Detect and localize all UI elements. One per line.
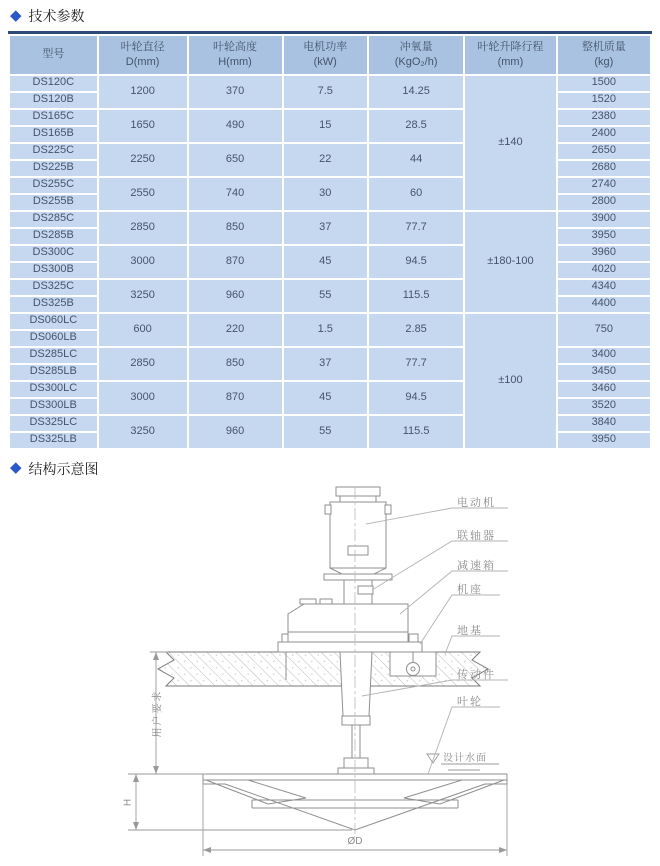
column-header-line1: 叶轮升降行程 xyxy=(477,41,544,53)
height-cell: 370 xyxy=(189,76,282,108)
model-cell: DS300LB xyxy=(10,399,97,414)
weight-cell: 4400 xyxy=(558,297,650,312)
model-cell: DS285C xyxy=(10,212,97,227)
dim-d-label: ØD xyxy=(335,836,375,847)
weight-cell: 3960 xyxy=(558,246,650,261)
weight-cell: 2400 xyxy=(558,127,650,142)
model-cell: DS120B xyxy=(10,93,97,108)
column-header-line1: 叶轮高度 xyxy=(213,41,258,53)
label-gearbox: 减速箱 xyxy=(457,559,496,572)
model-cell: DS225C xyxy=(10,144,97,159)
model-cell: DS165B xyxy=(10,127,97,142)
oxygen-cell: 94.5 xyxy=(369,382,463,414)
power-cell: 1.5 xyxy=(284,314,368,346)
lift-range-cell: ±180-100 xyxy=(465,212,555,312)
weight-cell: 3950 xyxy=(558,229,650,244)
model-cell: DS325B xyxy=(10,297,97,312)
height-cell: 850 xyxy=(189,348,282,380)
column-header-line1: 冲氧量 xyxy=(399,41,433,53)
column-header-line1: 叶轮直径 xyxy=(120,41,165,53)
power-cell: 55 xyxy=(284,416,368,448)
params-title-text: 技术参数 xyxy=(28,8,85,24)
height-cell: 960 xyxy=(189,280,282,312)
power-cell: 37 xyxy=(284,212,368,244)
column-header-line2: (mm) xyxy=(497,55,524,68)
height-cell: 870 xyxy=(189,382,282,414)
foundation-slab xyxy=(158,652,488,686)
oxygen-cell: 115.5 xyxy=(369,416,463,448)
power-cell: 45 xyxy=(284,246,368,278)
diameter-cell: 600 xyxy=(99,314,187,346)
dim-h-label: H xyxy=(122,796,134,806)
height-cell: 960 xyxy=(189,416,282,448)
weight-cell: 3460 xyxy=(558,382,650,397)
table-row xyxy=(10,314,650,329)
column-header-line1: 电机功率 xyxy=(303,41,348,53)
column-header xyxy=(99,36,187,74)
diameter-cell: 3250 xyxy=(99,416,187,448)
model-cell: DS120C xyxy=(10,76,97,91)
lift-range-cell: ±140 xyxy=(465,76,555,210)
power-cell: 55 xyxy=(284,280,368,312)
column-header-line1: 型号 xyxy=(42,48,65,61)
oxygen-cell: 44 xyxy=(369,144,463,176)
model-cell: DS060LB xyxy=(10,331,97,346)
model-cell: DS255C xyxy=(10,178,97,193)
weight-cell: 4020 xyxy=(558,263,650,278)
column-header-line2: (KgO₂/h) xyxy=(394,55,438,68)
diameter-cell: 2850 xyxy=(99,348,187,380)
model-cell: DS300C xyxy=(10,246,97,261)
weight-cell: 3520 xyxy=(558,399,650,414)
diameter-cell: 2850 xyxy=(99,212,187,244)
column-header xyxy=(189,36,282,74)
diamond-icon: ◆ xyxy=(10,459,22,477)
model-cell: DS325C xyxy=(10,280,97,295)
label-foundation: 地基 xyxy=(457,624,483,637)
oxygen-cell: 115.5 xyxy=(369,280,463,312)
diameter-cell: 3000 xyxy=(99,382,187,414)
label-impeller: 叶轮 xyxy=(457,695,483,708)
weight-cell: 1520 xyxy=(558,93,650,108)
structure-title-text: 结构示意图 xyxy=(28,460,99,477)
column-header xyxy=(558,36,650,74)
height-cell: 220 xyxy=(189,314,282,346)
dim-user-requirement: 用户要求 xyxy=(152,689,164,738)
power-cell: 30 xyxy=(284,178,368,210)
weight-cell: 2740 xyxy=(558,178,650,193)
column-header-line2: (kW) xyxy=(313,55,337,68)
height-cell: 650 xyxy=(189,144,282,176)
oxygen-cell: 94.5 xyxy=(369,246,463,278)
oxygen-cell: 2.85 xyxy=(369,314,463,346)
power-cell: 7.5 xyxy=(284,76,368,108)
params-table-body xyxy=(10,76,650,448)
height-cell: 870 xyxy=(189,246,282,278)
diameter-cell: 2250 xyxy=(99,144,187,176)
model-cell: DS285B xyxy=(10,229,97,244)
weight-cell: 1500 xyxy=(558,76,650,91)
power-cell: 15 xyxy=(284,110,368,142)
diameter-cell: 2550 xyxy=(99,178,187,210)
height-cell: 490 xyxy=(189,110,282,142)
params-table-header xyxy=(10,36,650,74)
diameter-cell: 1650 xyxy=(99,110,187,142)
weight-cell: 750 xyxy=(558,314,650,346)
diamond-icon: ◆ xyxy=(10,6,22,24)
column-header xyxy=(10,36,97,74)
power-cell: 37 xyxy=(284,348,368,380)
params-section-title xyxy=(10,6,660,26)
model-cell: DS285LB xyxy=(10,365,97,380)
model-cell: DS285LC xyxy=(10,348,97,363)
column-header-line2: D(mm) xyxy=(125,55,160,68)
column-header xyxy=(465,36,555,74)
table-row xyxy=(10,212,650,227)
oxygen-cell: 77.7 xyxy=(369,348,463,380)
power-cell: 45 xyxy=(284,382,368,414)
diameter-cell: 1200 xyxy=(99,76,187,108)
weight-cell: 2650 xyxy=(558,144,650,159)
model-cell: DS060LC xyxy=(10,314,97,329)
weight-cell: 3900 xyxy=(558,212,650,227)
label-transmission: 传动件 xyxy=(457,668,496,681)
table-row xyxy=(10,76,650,91)
oxygen-cell: 77.7 xyxy=(369,212,463,244)
model-cell: DS225B xyxy=(10,161,97,176)
coupling xyxy=(324,574,392,604)
model-cell: DS300LC xyxy=(10,382,97,397)
label-base: 机座 xyxy=(457,583,483,596)
label-design-water-level: 设计水面 xyxy=(443,752,487,764)
lift-range-cell: ±100 xyxy=(465,314,555,448)
height-cell: 850 xyxy=(189,212,282,244)
oxygen-cell: 60 xyxy=(369,178,463,210)
weight-cell: 2680 xyxy=(558,161,650,176)
height-cell: 740 xyxy=(189,178,282,210)
diameter-cell: 3250 xyxy=(99,280,187,312)
model-cell: DS300B xyxy=(10,263,97,278)
transmission-part xyxy=(340,652,372,758)
column-header-line2: (kg) xyxy=(594,55,614,68)
diameter-cell: 3000 xyxy=(99,246,187,278)
column-header xyxy=(369,36,463,74)
params-table-wrapper xyxy=(8,31,652,450)
label-coupling: 联轴器 xyxy=(457,529,496,542)
model-cell: DS255B xyxy=(10,195,97,210)
oxygen-cell: 28.5 xyxy=(369,110,463,142)
column-header-line2: H(mm) xyxy=(218,55,252,68)
weight-cell: 3840 xyxy=(558,416,650,431)
weight-cell: 3400 xyxy=(558,348,650,363)
electric-motor xyxy=(325,487,391,574)
params-table xyxy=(8,34,652,450)
structure-section-title xyxy=(10,459,660,479)
model-cell: DS325LB xyxy=(10,433,97,448)
structure-diagram xyxy=(0,484,660,866)
column-header-line1: 整机质量 xyxy=(581,41,626,53)
model-cell: DS325LC xyxy=(10,416,97,431)
oxygen-cell: 14.25 xyxy=(369,76,463,108)
gearbox xyxy=(288,599,408,642)
power-cell: 22 xyxy=(284,144,368,176)
model-cell: DS165C xyxy=(10,110,97,125)
anchor-recess xyxy=(390,652,436,676)
weight-cell: 3450 xyxy=(558,365,650,380)
structure-diagram-drawing xyxy=(0,484,660,866)
label-motor: 电动机 xyxy=(457,496,496,509)
weight-cell: 3950 xyxy=(558,433,650,448)
weight-cell: 4340 xyxy=(558,280,650,295)
weight-cell: 2380 xyxy=(558,110,650,125)
weight-cell: 2800 xyxy=(558,195,650,210)
column-header xyxy=(284,36,368,74)
